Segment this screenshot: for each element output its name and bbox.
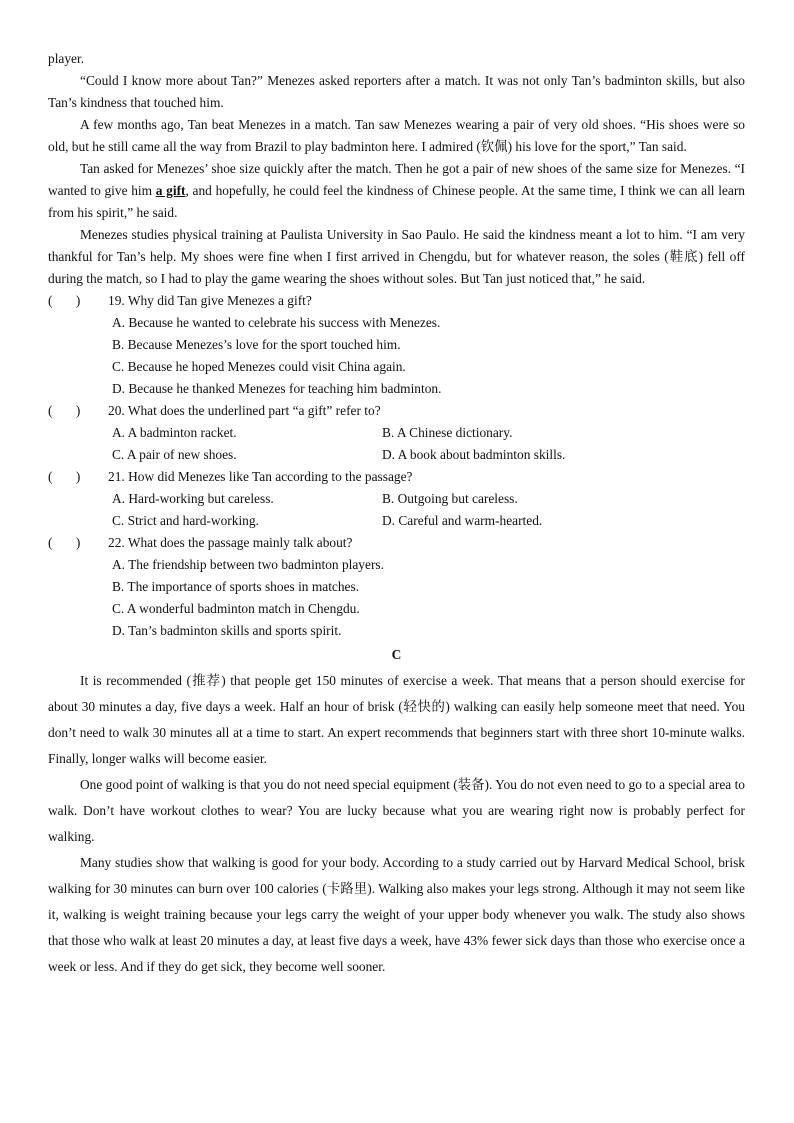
question-stem: 19. Why did Tan give Menezes a gift?	[108, 293, 312, 308]
answer-blank[interactable]: ( )	[48, 293, 81, 308]
question-19-options	[48, 312, 745, 400]
question-22-options	[48, 554, 745, 642]
passage-b-para3	[48, 158, 745, 224]
question-21-options	[48, 488, 745, 532]
question-20	[48, 400, 745, 422]
option-b: B. Outgoing but careless.	[382, 491, 518, 506]
question-19	[48, 290, 745, 312]
option-d: D. A book about badminton skills.	[382, 447, 566, 462]
document-page	[48, 48, 745, 980]
passage-c-para1: It is recommended (推荐) that people get 150 minutes of exercise a week. That means that a person should exercise for about 30 minutes a day, five days a week. Half an hour of brisk (轻快的) walking can easily help someone meet that need. You don’t need to walk 30 minutes all at a time to start. An expert recommends that beginners start with three short 10-minute walks. Finally, longer walks will become easier.	[48, 673, 745, 766]
option-b: B. The importance of sports shoes in matches.	[112, 579, 360, 594]
question-stem: 21. How did Menezes like Tan according to the passage?	[108, 469, 413, 484]
option-d: D. Because he thanked Menezes for teaching him badminton.	[112, 381, 442, 396]
passage-c-para3: Many studies show that walking is good for your body. According to a study carried out by Harvard Medical School, brisk walking for 30 minutes can burn over 100 calories (卡路里). Walking also makes your legs strong. Although it may not seem like it, walking is weight training because your legs carry the weight of your upper body whenever you walk. The study also shows that those who walk at least 20 minutes a day, at least five days a week, have 43% fewer sick days than those who exercise once a week or less. And if they do get sick, they become well sooner.	[48, 855, 745, 974]
option-a: A. The friendship between two badminton players.	[112, 557, 384, 572]
para3-part-b: , and hopefully, he could feel the kindness of Chinese people. At the same time, I think we can all learn from his spirit,” he said.	[48, 183, 745, 220]
passage-b-para4: Menezes studies physical training at Paulista University in Sao Paulo. He said the kindness meant a lot to him. “I am very thankful for Tan’s help. My shoes were fine when I first arrived in Chengdu, but for whatever reason, the soles (鞋底) fell off during the match, so I had to play the game wearing the shoes without soles. But Tan just noticed that,” he said.	[48, 227, 745, 286]
option-c: C. Because he hoped Menezes could visit China again.	[112, 359, 406, 374]
option-a: A. A badminton racket.	[112, 425, 237, 440]
question-stem: 22. What does the passage mainly talk about?	[108, 535, 353, 550]
answer-blank[interactable]: ( )	[48, 403, 81, 418]
question-20-options	[48, 422, 745, 466]
passage-b-para2: A few months ago, Tan beat Menezes in a match. Tan saw Menezes wearing a pair of very old shoes. “His shoes were so old, but he still came all the way from Brazil to play badminton here. I admired (钦佩) his love for the sport,” Tan said.	[48, 117, 745, 154]
option-d: D. Careful and warm-hearted.	[382, 513, 543, 528]
option-a: A. Hard-working but careless.	[112, 491, 274, 506]
option-c: C. A wonderful badminton match in Chengdu.	[112, 601, 360, 616]
option-b: B. A Chinese dictionary.	[382, 425, 513, 440]
option-b: B. Because Menezes’s love for the sport touched him.	[112, 337, 401, 352]
question-stem: 20. What does the underlined part “a gift” refer to?	[108, 403, 381, 418]
answer-blank[interactable]: ( )	[48, 535, 81, 550]
option-c: C. Strict and hard-working.	[112, 513, 259, 528]
question-22	[48, 532, 745, 554]
option-a: A. Because he wanted to celebrate his success with Menezes.	[112, 315, 441, 330]
section-title-c: C	[391, 647, 402, 662]
passage-c-para2: One good point of walking is that you do not need special equipment (装备). You do not even need to go to a special area to walk. Don’t have workout clothes to wear? You are lucky because what you are wearing right now is probably perfect for walking.	[48, 777, 745, 844]
option-c: C. A pair of new shoes.	[112, 447, 237, 462]
question-21	[48, 466, 745, 488]
option-d: D. Tan’s badminton skills and sports spirit.	[112, 623, 342, 638]
passage-b-para1: “Could I know more about Tan?” Menezes asked reporters after a match. It was not only Tan’s badminton skills, but also Tan’s kindness that touched him.	[48, 73, 745, 110]
answer-blank[interactable]: ( )	[48, 469, 81, 484]
passage-b-line0: player.	[48, 51, 85, 66]
underlined-a-gift: a gift	[155, 183, 186, 198]
para3-part-a: Tan asked for Menezes’ shoe size quickly after the match. Then he got a pair of new shoes of the same size for Menezes. “I wanted to give him	[48, 161, 745, 198]
